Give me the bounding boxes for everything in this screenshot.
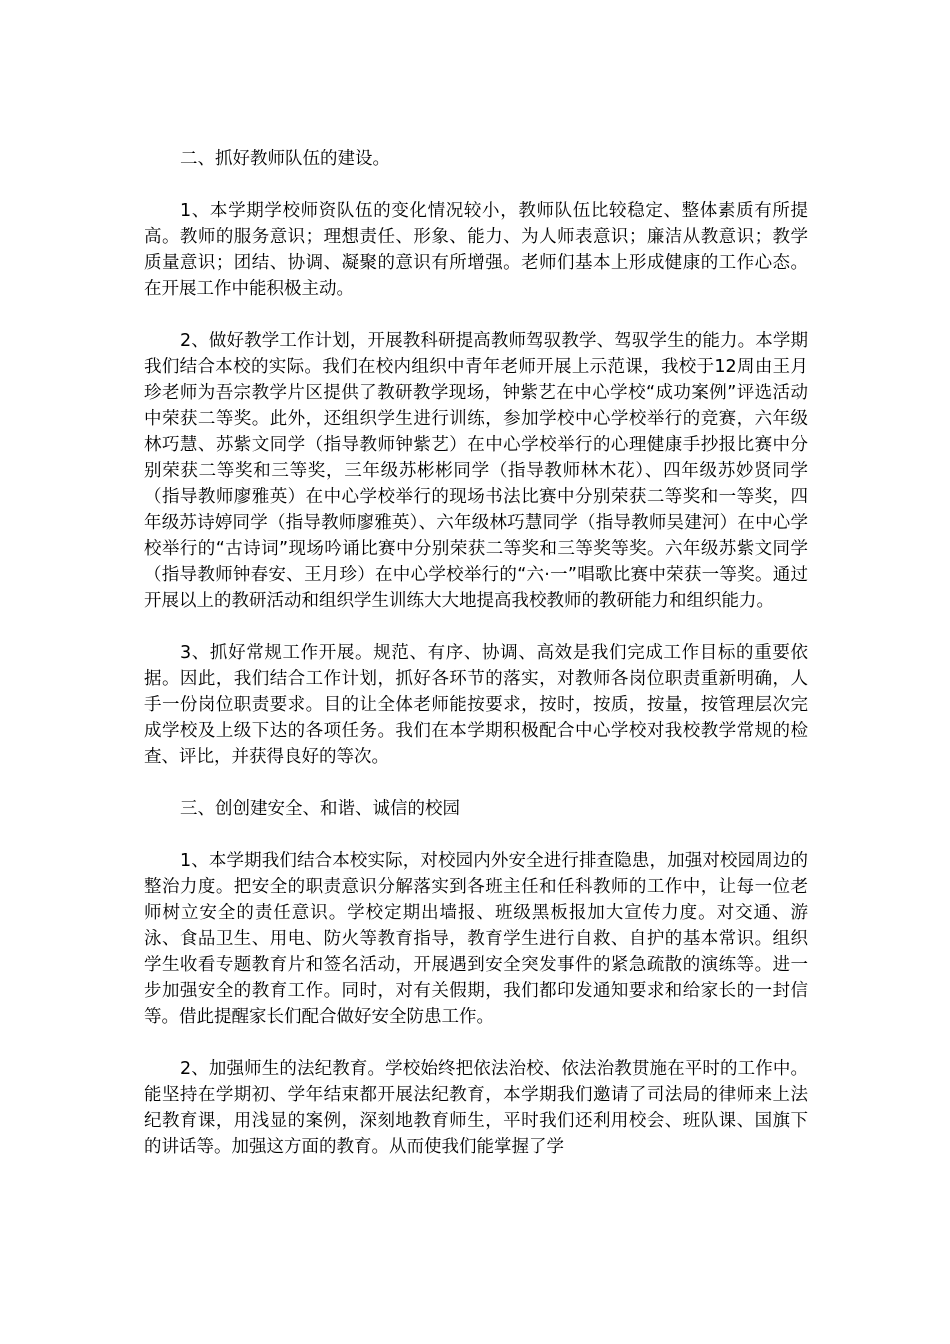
paragraph-legal-education: 2、加强师生的法纪教育。学校始终把依法治校、依法治教贯施在平时的工作中。能坚持在学期初、学年结束都开展法纪教育，本学期我们邀请了司法局的律师来上法纪教育课，用浅显的案例，深刻地教育师生，平时我们还利用校会、班队课、国旗下的讲话等。加强这方面的教育。从而使我们能掌握了学	[144, 1059, 808, 1157]
paragraph-campus-safety: 1、本学期我们结合本校实际，对校园内外安全进行排查隐患，加强对校园周边的整治力度。把安全的职责意识分解落实到各班主任和任科教师的工作中，让每一位老师树立安全的责任意识。学校定期出墙报、班级黑板报加大宣传力度。对交通、游泳、食品卫生、用电、防火等教育指导，教育学生进行自救、自护的基本常识。组织学生收看专题教育片和签名活动，开展遇到安全突发事件的紧急疏散的演练等。进一步加强安全的教育工作。同时，对有关假期，我们都印发通知要求和给家长的一封信等。借此提醒家长们配合做好安全防患工作。	[144, 851, 808, 1027]
paragraph-routine-work: 3、抓好常规工作开展。规范、有序、协调、高效是我们完成工作目标的重要依据。因此，我们结合工作计划，抓好各环节的落实，对教师各岗位职责重新明确，人手一份岗位职责要求。目的让全体老师能按要求，按时，按质，按量，按管理层次完成学校及上级下达的各项任务。我们在本学期积极配合中心学校对我校教学常规的检查、评比，并获得良好的等次。	[144, 643, 808, 767]
section-heading-safety: 三、创创建安全、和谐、诚信的校园	[180, 799, 460, 819]
paragraph-teaching-research: 2、做好教学工作计划，开展教科研提高教师驾驭教学、驾驭学生的能力。本学期我们结合本校的实际。我们在校内组织中青年老师开展上示范课，我校于12周由王月珍老师为吾宗教学片区提供了教研教学现场，钟紫艺在中心学校“成功案例”评选活动中荣获二等奖。此外，还组织学生进行训练，参加学校中心学校举行的竞赛，六年级林巧慧、苏紫文同学（指导教师钟紫艺）在中心学校举行的心理健康手抄报比赛中分别荣获二等奖和三等奖，三年级苏彬彬同学（指导教师林木花）、四年级苏妙贤同学（指导教师廖雅英）在中心学校举行的现场书法比赛中分别荣获二等奖和一等奖，四年级苏诗婷同学（指导教师廖雅英）、六年级林巧慧同学（指导教师吴建河）在中心学校举行的“古诗词”现场吟诵比赛中分别荣获二等奖和三等奖等奖。六年级苏紫文同学（指导教师钟春安、王月珍）在中心学校举行的“六·一”唱歌比赛中荣获一等奖。通过开展以上的教研活动和组织学生训练大大地提高我校教师的教研能力和组织能力。	[144, 331, 808, 611]
document-page	[144, 146, 808, 1186]
paragraph-staff-stability: 1、本学期学校师资队伍的变化情况较小，教师队伍比较稳定、整体素质有所提高。教师的服务意识；理想责任、形象、能力、为人师表意识；廉洁从教意识；教学质量意识；团结、协调、凝聚的意识有所增强。老师们基本上形成健康的工作心态。在开展工作中能积极主动。	[144, 201, 808, 299]
section-heading-teachers: 二、抓好教师队伍的建设。	[180, 149, 390, 169]
